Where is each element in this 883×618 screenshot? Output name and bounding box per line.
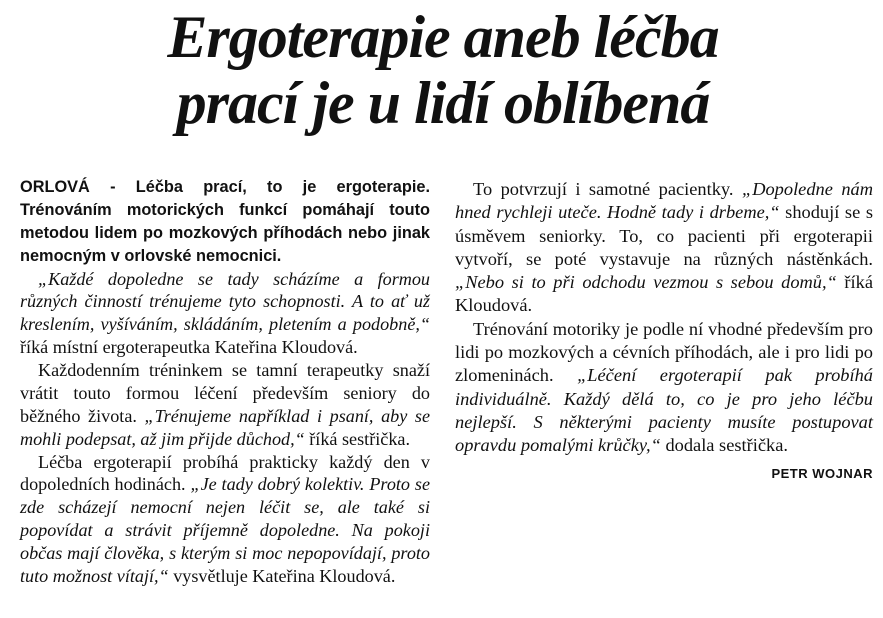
text: vysvětluje Kateřina Kloudová. xyxy=(168,565,396,586)
quote: „Je tady dobrý kolektiv. Proto se zde scházejí nemocní nejen léčit se, ale také si popovídat a strávit příjemně dopoledne. Na pokoji občas mají člověka, s kterým si moc nepopovídají, proto tuto možnost vítají,“ xyxy=(20,474,430,586)
text: říká místní ergoterapeutka Kateřina Kloudová. xyxy=(20,337,358,358)
paragraph-4 xyxy=(455,178,873,318)
quote: „Nebo si to při odchodu vezmou s sebou domů,“ xyxy=(455,272,837,293)
text: Trénování motoriky je podle ní vhodné především pro lidi po mozkových a cévních příhodách, ale i pro lidi po zlomeninách. xyxy=(455,318,873,386)
paragraph-3 xyxy=(20,451,430,588)
quote: „Každé dopoledne se tady scházíme a formou různých činností trénujeme tyto schopnosti. A to ať už kreslením, vyšíváním, skládáním, pletením a podobně,“ xyxy=(20,268,430,335)
article-column-left xyxy=(20,176,430,588)
paragraph-2 xyxy=(20,359,430,451)
quote: „Trénujeme například i psaní, aby se mohli podepsat, až jim přijde důchod,“ xyxy=(20,405,430,449)
article-column-right xyxy=(455,178,873,485)
quote: „Dopoledne nám hned rychleji uteče. Hodně tady i drbeme,“ xyxy=(455,179,873,223)
text: dodala sestřička. xyxy=(660,435,788,456)
headline xyxy=(10,4,876,136)
article-lead: ORLOVÁ - Léčba prací, to je ergoterapie. Trénováním motorických funkcí pomáhají touto metodou lidem po mozkových příhodách nebo jinak nemocným v orlovské nemocnici. xyxy=(20,178,430,265)
text: říká Kloudová. xyxy=(455,272,873,316)
text: shodují se s úsměvem seniorky. To, co pacienti při ergoterapii vytvoří, se poté vystavuje na různých nástěnkách. xyxy=(455,202,873,269)
quote: „Léčení ergoterapií pak probíhá individuálně. Každý dělá to, co je pro jeho léčbu nejlepší. S některými pacienty musíte postupovat opravdu pomalými krůčky,“ xyxy=(455,365,873,456)
headline-line-2: prací je u lidí oblíbená xyxy=(176,70,710,136)
paragraph-1 xyxy=(20,268,430,360)
byline: PETR WOJNAR xyxy=(771,465,873,481)
paragraph-5 xyxy=(455,318,873,481)
text: To potvrzují i samotné pacientky. xyxy=(473,179,742,199)
text: říká sestřička. xyxy=(304,428,410,449)
headline-line-1: Ergoterapie aneb léčba xyxy=(167,4,719,70)
text: Léčba ergoterapií probíhá prakticky každý den v dopoledních hodinách. xyxy=(20,451,430,495)
text: Každodenním tréninkem se tamní terapeutky snaží vrátit touto formou léčení především seniory do běžného života. xyxy=(20,360,430,426)
